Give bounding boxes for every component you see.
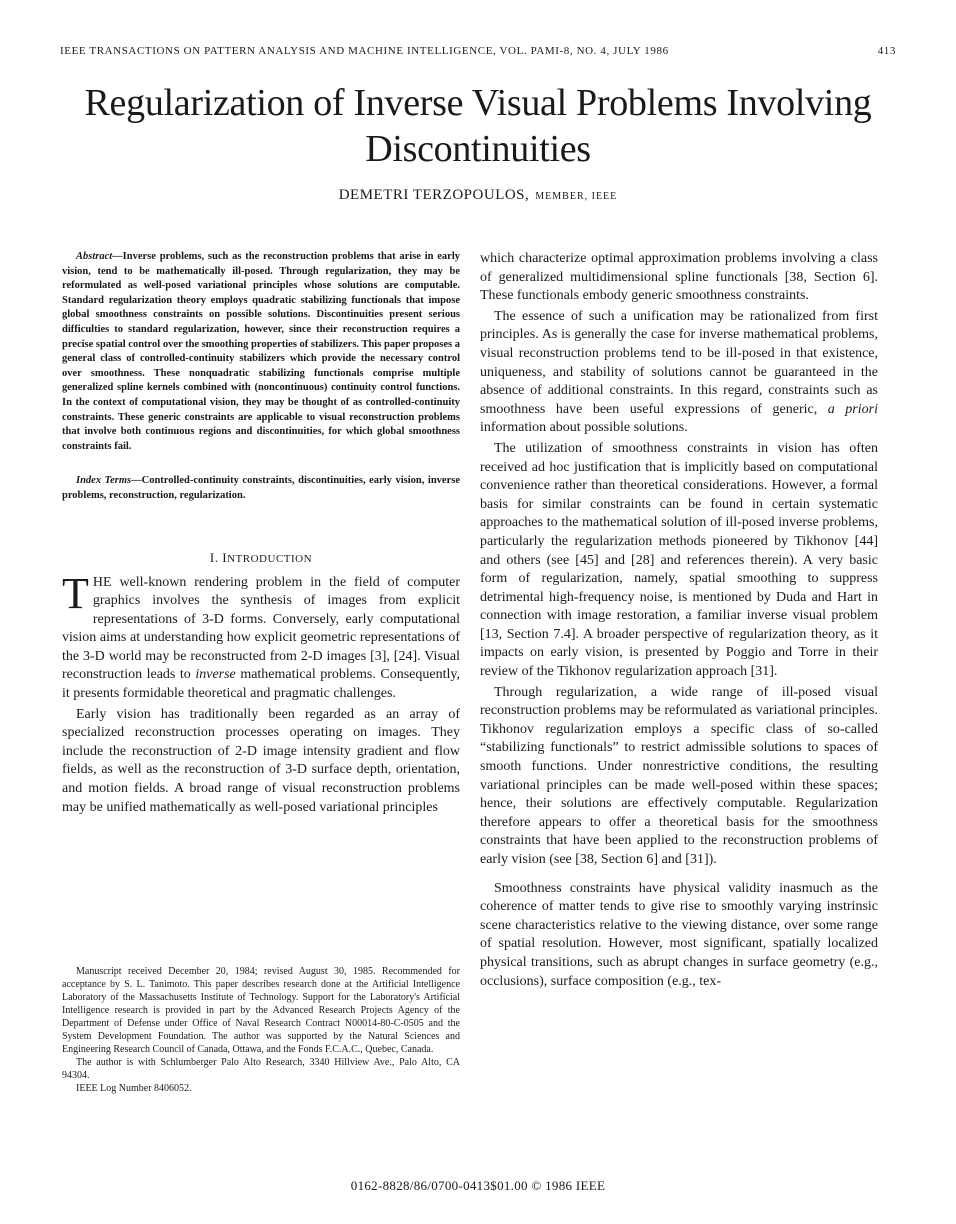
footnote-affiliation: The author is with Schlumberger Palo Alto Research, 3340 Hillview Ave., Palo Alto, CA 94304. xyxy=(62,1057,460,1081)
index-terms xyxy=(62,474,460,503)
author-line xyxy=(0,187,956,204)
right-p2-emphasis: a priori xyxy=(827,401,878,417)
right-p2-end: information about possible solutions. xyxy=(480,420,688,436)
right-paragraph-3: The utilization of smoothness constraints in vision has often received ad hoc justification that is implicitly based on computational convenience rather than theoretical considerations. However, a formal basis for similar constraints can be found in certain systematic approaches to the mathematical solution of ill-posed inverse problems, particularly the regularization methods pioneered by Tikhonov [44] and others (see [45] and [28] and references therein). A very basic form of regularization, namely, spatial smoothing to suppress detrimental high-frequency noise, is mentioned by Duda and Hart in connection with image restoration, a familiar inverse visual problem [13, Section 7.4]. A broader perspective of regularization theory, as it impacts on early vision, is presented by Poggio and Torre in their review of the Tikhonov regularization approach [31]. xyxy=(480,440,878,680)
author-name: DEMETRI TERZOPOULOS, xyxy=(338,187,530,203)
footnote-log-number: IEEE Log Number 8406052. xyxy=(76,1083,192,1094)
section-heading-rest: NTRODUCTION xyxy=(227,552,313,565)
abstract xyxy=(62,250,460,454)
footnote-manuscript: Manuscript received December 20, 1984; revised August 30, 1985. Recommended for acceptance by S. L. Tanimoto. This paper describes research done at the Artificial Intelligence Laboratory of the Massachusetts Institute of Technology. Support for the Laboratory's Artificial Intelligence research is provided in part by the Advanced Research Projects Agency of the Department of Defense under Office of Naval Research Contract N00014-80-C-0505 and the System Development Foundation. The author was supported by the Natural Sciences and Engineering Research Council of Canada, Ottawa, and the Fonds F.C.A.C., Quebec, Canada. xyxy=(62,966,460,1055)
intro-p1-emphasis: inverse xyxy=(195,667,236,683)
title-line-1: Regularization of Inverse Visual Problems Involving xyxy=(84,82,872,124)
left-column xyxy=(62,250,460,817)
right-column xyxy=(480,250,878,991)
right-paragraph-4: Through regularization, a wide range of ill-posed visual reconstruction problems may be reformulated as variational principles. Tikhonov regularization employs a specific class of so-called “stabilizing functionals” to restrict admissible solutions to spaces of smooth functions. Under nonrestrictive conditions, the resulting variational principles can be made well-posed within these spaces; hence, their solutions are effectively computable. Regularization therefore appears to offer a theoretical basis for the smoothness constraints that have been applied to the reconstruction problems of early vision (see [38, Section 6] and [31]). xyxy=(480,684,878,867)
abstract-text: —Inverse problems, such as the reconstruction problems that arise in early vision, tend to be mathematically ill-posed. Through regularization, they may be reformulated as well-posed variational principles whose solutions are computable. Standard regularization theory employs quadratic stabilizing functionals that impose global smoothness constraints on possible solutions. Discontinuities present serious difficulties to standard regularization, however, since their reconstruction requires a precise spatial control over the smoothing properties of stabilizers. This paper proposes a general class of controlled-continuity stabilizers which provide the necessary control over smoothness. These nonquadratic stabilizing functionals comprise multiple generalized spline kernels combined with (noncontinuous) continuity control functions. In the context of computational vision, they may be thought of as controlled-continuity constraints. These generic constraints are applicable to visual reconstruction problems that involve both continuous regions and discontinuities, for which global smoothness constraints fail. xyxy=(62,251,460,452)
intro-paragraph-2: Early vision has traditionally been regarded as an array of specialized reconstruction processes operating on images. They include the reconstruction of 2-D image intensity gradient and flow fields, as well as the reconstruction of 3-D surface depth, orientation, and motion fields. A broad range of visual reconstruction problems may be unified mathematically as well-posed variational principles xyxy=(62,706,460,815)
paper-title xyxy=(40,80,916,172)
page-number: 413 xyxy=(877,45,896,57)
footnote xyxy=(62,965,460,1095)
index-terms-text: —Controlled-continuity constraints, discontinuities, early vision, inverse problems, reconstruction, regularization. xyxy=(62,475,460,501)
drop-cap: T xyxy=(62,568,89,618)
right-paragraph-2 xyxy=(480,308,878,438)
title-line-2: Discontinuities xyxy=(365,128,591,170)
copyright-line: 0162-8828/86/0700-0413$01.00 © 1986 IEEE xyxy=(350,1178,606,1193)
section-heading-introduction xyxy=(62,550,460,566)
right-paragraph-5: Smoothness constraints have physical validity inasmuch as the coherence of matter tends to give rise to smoothly varying instrinsic scene characteristics relative to the viewing distance, over some range of spatial resolution. However, most significant, spatially localized physical transitions, such as abrupt changes in surface geometry (e.g., occlusions), surface composition (e.g., tex- xyxy=(480,880,878,989)
section-heading-initial: I xyxy=(222,549,228,565)
journal-citation: IEEE TRANSACTIONS ON PATTERN ANALYSIS AND MACHINE INTELLIGENCE, VOL. PAMI-8, NO. 4, JULY 1986 xyxy=(60,45,669,57)
section-numeral: I. xyxy=(209,549,219,565)
intro-paragraph-1 xyxy=(62,568,460,704)
intro-p1-text: HE well-known rendering problem in the field of computer graphics involves the synthesis of images from explicit representations of 3-D forms. Conversely, early computational vision aims at understanding how explicit geometric representations of the 3-D world may be reconstructed from 2-D images [3], [24]. Visual reconstruction leads to xyxy=(62,574,460,683)
intro-p1-end: mathematical problems. Consequently, it presents formidable theoretical and pragmatic challenges. xyxy=(62,667,460,702)
right-paragraph-1: which characterize optimal approximation problems involving a class of generalized multidimensional spline functionals [38, Section 6]. These functionals embody generic smoothness constraints. xyxy=(480,251,878,304)
right-p2-text: The essence of such a unification may be rationalized from first principles. As is generally the case for inverse mathematical problems, visual reconstruction problems tend to be ill-posed in that existence, uniqueness, and stability of solutions cannot be guaranteed in the absence of additional constraints. In this regard, constraints such as smoothness have been useful expressions of generic, xyxy=(480,308,878,417)
abstract-lead: Abstract xyxy=(76,251,113,262)
index-terms-lead: Index Terms xyxy=(76,475,132,487)
author-membership: MEMBER, IEEE xyxy=(535,191,618,202)
